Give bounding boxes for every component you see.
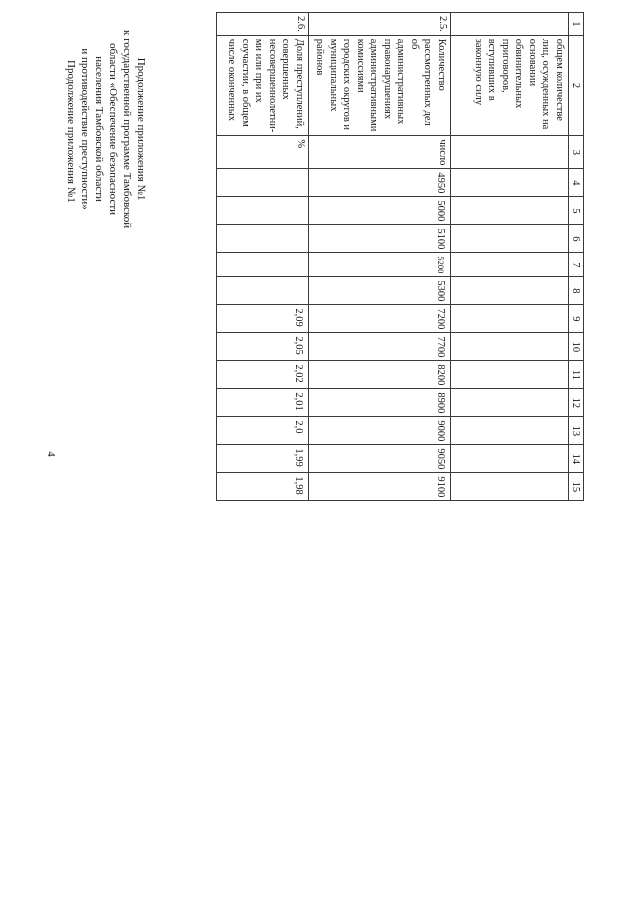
value-cell: 2,09	[217, 305, 309, 333]
value-cell: 1,99	[217, 445, 309, 473]
value-cell: 5200	[309, 253, 451, 277]
value-cell: 2,02	[217, 361, 309, 389]
column-number: 6	[569, 225, 584, 253]
column-number: 1	[569, 13, 584, 36]
value-cell: 8200	[309, 361, 451, 389]
value-cell	[451, 445, 569, 473]
value-cell	[217, 169, 309, 197]
unit	[451, 136, 569, 169]
value-cell	[451, 417, 569, 445]
value-cell: 2,05	[217, 333, 309, 361]
unit: %	[217, 136, 309, 169]
value-cell: 5300	[309, 277, 451, 305]
table-row	[217, 13, 309, 501]
value-cell: 1,98	[217, 473, 309, 501]
indicator-name: Количество рассмотренных дел об административных правонарушениях административными комиссиями городских округов и муниципальных районов	[309, 35, 451, 136]
value-cell	[451, 225, 569, 253]
value-cell: 9050	[309, 445, 451, 473]
indicator-name: общем количестве лиц, осужденных на основании обвинительных приговоров, вступивших в законную силу	[451, 35, 569, 136]
value-cell	[217, 253, 309, 277]
column-number: 11	[569, 361, 584, 389]
value-cell	[451, 169, 569, 197]
value-cell	[217, 277, 309, 305]
value-cell	[451, 305, 569, 333]
appendix-reference	[78, 30, 148, 228]
value-cell	[451, 277, 569, 305]
value-cell: 9100	[309, 473, 451, 501]
value-cell: 7700	[309, 333, 451, 361]
column-number: 9	[569, 305, 584, 333]
column-number: 12	[569, 389, 584, 417]
value-cell: 2,0	[217, 417, 309, 445]
column-number-row	[569, 13, 584, 501]
value-cell	[451, 389, 569, 417]
column-number: 5	[569, 197, 584, 225]
value-cell: 5100	[309, 225, 451, 253]
indicators-table	[216, 12, 584, 501]
value-cell: 9000	[309, 417, 451, 445]
value-cell: 8900	[309, 389, 451, 417]
column-number: 10	[569, 333, 584, 361]
value-cell: 2,01	[217, 389, 309, 417]
unit: число	[309, 136, 451, 169]
column-number: 4	[569, 169, 584, 197]
column-number: 2	[569, 35, 584, 136]
value-cell: 5000	[309, 197, 451, 225]
table-row	[451, 13, 569, 501]
appendix-line: к государственной программе Тамбовской	[121, 30, 133, 229]
row-number: 2.5.	[309, 13, 451, 36]
column-number: 8	[569, 277, 584, 305]
value-cell	[451, 361, 569, 389]
row-number: 2.6.	[217, 13, 309, 36]
value-cell	[451, 473, 569, 501]
appendix-line: области «Обеспечение безопасности	[107, 43, 119, 216]
column-number: 3	[569, 136, 584, 169]
row-number	[451, 13, 569, 36]
column-number: 15	[569, 473, 584, 501]
page-number: 4	[44, 451, 57, 457]
value-cell	[451, 253, 569, 277]
table-row	[309, 13, 451, 501]
value-cell	[217, 225, 309, 253]
value-cell: 4950	[309, 169, 451, 197]
appendix-line: и противодействие преступности»	[79, 48, 91, 210]
value-cell: 7200	[309, 305, 451, 333]
column-number: 13	[569, 417, 584, 445]
appendix-line: населения Тамбовской области	[93, 56, 105, 202]
value-cell	[217, 197, 309, 225]
column-number: 7	[569, 253, 584, 277]
column-number: 14	[569, 445, 584, 473]
appendix-line: Продолжение приложения №1	[135, 57, 147, 201]
indicator-name: Доля преступлений, совершенных несовершеннолетни-ми или при их соучастии, в общем числе оконченных	[217, 35, 309, 136]
value-cell	[451, 333, 569, 361]
appendix-continuation-title: Продолжение приложения №1	[65, 60, 77, 203]
value-cell	[451, 197, 569, 225]
